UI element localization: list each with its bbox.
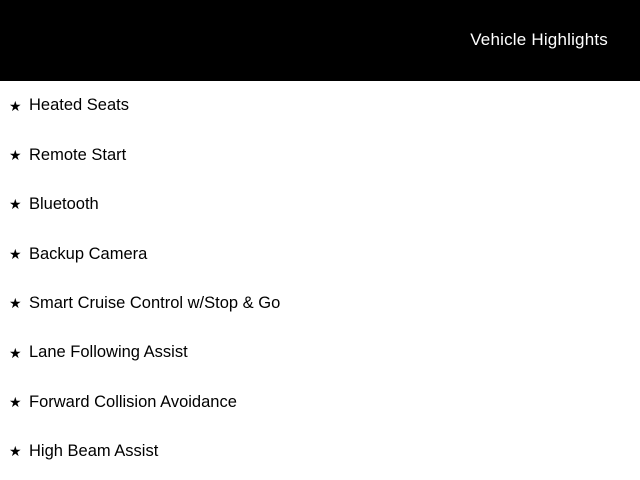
star-bullet-icon: ★ xyxy=(9,394,22,411)
list-item xyxy=(0,180,640,229)
header-bar xyxy=(0,0,640,81)
page-title: Vehicle Highlights xyxy=(470,30,608,49)
list-item xyxy=(0,229,640,278)
vehicle-highlights-list xyxy=(0,81,640,476)
list-item-label: High Beam Assist xyxy=(29,442,159,461)
list-item-label: Forward Collision Avoidance xyxy=(29,392,237,411)
star-bullet-icon: ★ xyxy=(9,196,22,213)
list-item xyxy=(0,279,640,328)
list-item-label: Remote Start xyxy=(29,145,127,164)
list-item-label: Lane Following Assist xyxy=(29,343,188,362)
star-bullet-icon: ★ xyxy=(9,97,22,114)
list-item-label: Heated Seats xyxy=(29,96,129,115)
list-item-label: Smart Cruise Control w/Stop & Go xyxy=(29,294,281,312)
list-item-label: Backup Camera xyxy=(29,244,148,263)
star-bullet-icon: ★ xyxy=(9,295,22,312)
star-bullet-icon: ★ xyxy=(9,344,22,361)
list-item xyxy=(0,377,640,426)
list-item xyxy=(0,130,640,179)
list-item xyxy=(0,427,640,476)
list-item-label: Bluetooth xyxy=(29,195,99,214)
star-bullet-icon: ★ xyxy=(9,147,22,164)
star-bullet-icon: ★ xyxy=(9,443,22,460)
list-item xyxy=(0,328,640,377)
star-bullet-icon: ★ xyxy=(9,245,22,262)
list-item xyxy=(0,81,640,130)
